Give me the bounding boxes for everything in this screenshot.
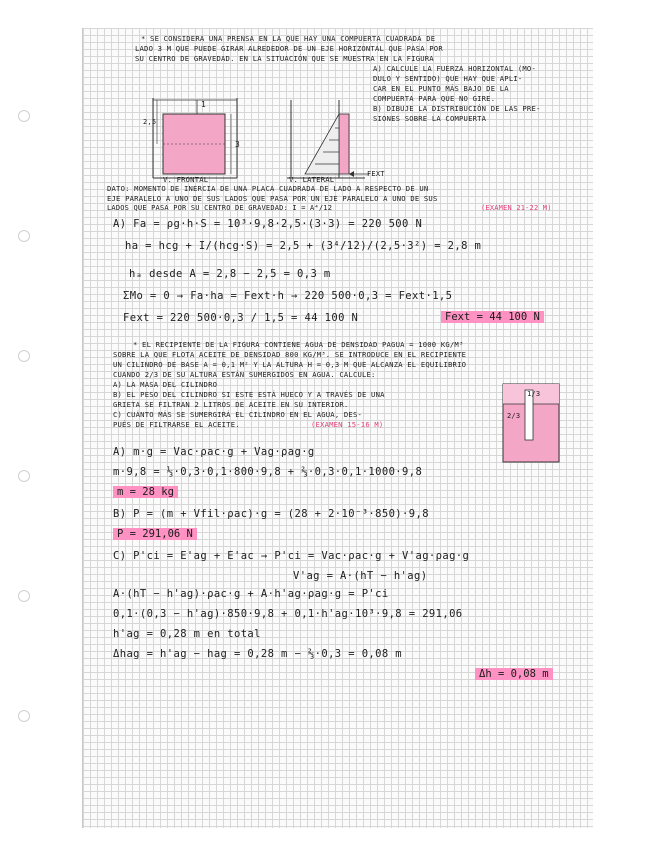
p1-step: hₐ desde A = 2,8 − 2,5 = 0,3 m <box>129 268 331 280</box>
p2-result-delta-h: Δh = 0,08 m <box>475 668 553 680</box>
p2-result-weight: P = 291,06 N <box>113 528 197 540</box>
p2-statement-line: CUANDO 2/3 DE SU ALTURA ESTÁN SUMERGIDOS EN AGUA. CALCULE: <box>113 370 376 379</box>
p2-exam-tag: (EXAMEN 15-16 M) <box>311 420 384 429</box>
p1-data-line: EJE PARALELO A UNO DE SUS LADOS QUE PASA POR UN EJE PARALELO A UNO DE SUS <box>107 194 438 203</box>
p2-step: A·(hT − h'ag)·ρac·g + A·h'ag·ρag·g = P'ci <box>113 588 389 600</box>
container-mid-label: 2/3 <box>507 412 521 420</box>
p2-step: C) P'ci = E'ag + E'ac → P'ci = Vac·ρac·g + V'ag·ρag·g <box>113 550 470 562</box>
p2-statement-line: B) EL PESO DEL CILINDRO SI ESTE ESTÁ HUECO Y A TRAVÉS DE UNA <box>113 390 385 399</box>
p1-data-line: LADOS QUE PASA POR SU CENTRO DE GRAVEDAD: I = A⁴/12 <box>107 204 333 212</box>
p2-statement-line: GRIETA SE FILTRAN 2 LITROS DE ACEITE EN SU INTERIOR. <box>113 400 349 409</box>
p2-step: B) P = (m + Vfil·ρac)·g = (28 + 2·10⁻³·850)·9,8 <box>113 508 429 520</box>
p1-result: Fext = 44 100 N <box>441 311 544 323</box>
p2-step: h'ag = 0,28 m en total <box>113 628 261 640</box>
p1-question-line: A) CALCULE LA FUERZA HORIZONTAL (MO- <box>373 64 536 73</box>
p1-statement-line: * SE CONSIDERA UNA PRENSA EN LA QUE HAY UNA COMPUERTA CUADRADA DE <box>141 34 436 43</box>
binder-holes <box>0 0 82 848</box>
p2-statement-line: A) LA MASA DEL CILINDRO <box>113 380 218 389</box>
p1-exam-tag: (EXAMEN 21-22 M) <box>481 204 552 212</box>
p1-step: Fext = 220 500·0,3 / 1,5 = 44 100 N <box>123 312 359 324</box>
p1-step: ha = hcg + I/(hcg·S) = 2,5 + (3⁴/12)/(2,5·3²) = 2,8 m <box>125 240 482 252</box>
binder-hole <box>18 470 30 482</box>
grid-paper-sheet <box>82 28 593 828</box>
p1-question-line: SIONES SOBRE LA COMPUERTA <box>373 114 487 123</box>
p1-step: ΣMo = 0 → Fa·ha = Fext·h → 220 500·0,3 = Fext·1,5 <box>123 290 453 302</box>
side-view-label: V. LATERAL <box>289 175 335 184</box>
p2-step: A) m·g = Vac·ρac·g + Vag·ρag·g <box>113 446 315 458</box>
front-dim-side: 2,5 <box>143 118 157 126</box>
front-dim-height: 3 <box>235 140 241 149</box>
front-dim-top: 1 <box>201 100 207 109</box>
p2-statement-line: SOBRE LA QUE FLOTA ACEITE DE DENSIDAD 800 KG/M³. SE INTRODUCE EN EL RECIPIENTE <box>113 350 467 359</box>
p2-result-mass: m = 28 kg <box>113 486 178 498</box>
p2-step: V'ag = A·(hT − h'ag) <box>293 570 428 582</box>
container-top-label: 1/3 <box>527 390 541 398</box>
side-force-label: FEXT <box>367 170 385 178</box>
front-view-label: V. FRONTAL <box>163 175 209 184</box>
p1-question-line: CAR EN EL PUNTO MÁS BAJO DE LA <box>373 84 509 93</box>
binder-hole <box>18 350 30 362</box>
p2-step: Δhag = h'ag − hag = 0,28 m − ⅔·0,3 = 0,08 m <box>113 648 403 660</box>
p2-statement-line: PUÉS DE FILTRARSE EL ACEITE. <box>113 420 240 429</box>
p2-statement-line: * EL RECIPIENTE DE LA FIGURA CONTIENE AGUA DE DENSIDAD ΡAGUA = 1000 KG/M³ <box>133 340 464 349</box>
binder-hole <box>18 710 30 722</box>
p2-statement-line: C) CUÁNTO MÁS SE SUMERGIRÁ EL CILINDRO EN EL AGUA, DES- <box>113 410 362 419</box>
binder-hole <box>18 590 30 602</box>
p1-statement-line: LADO 3 M QUE PUEDE GIRAR ALREDEDOR DE UN EJE HORIZONTAL QUE PASA POR <box>135 44 443 53</box>
p2-statement-line: UN CILINDRO DE BASE A = 0,1 M² Y LA ALTURA H = 0,3 M QUE ALCANZA EL EQUILIBRIO <box>113 360 467 369</box>
binder-hole <box>18 230 30 242</box>
binder-hole <box>18 110 30 122</box>
p1-question-line: B) DIBUJE LA DISTRIBUCIÓN DE LAS PRE- <box>373 104 541 113</box>
p1-step: A) Fa = ρg·h·S = 10³·9,8·2,5·(3·3) = 220 500 N <box>113 218 423 230</box>
p1-data-line: DATO: MOMENTO DE INERCIA DE UNA PLACA CUADRADA DE LADO A RESPECTO DE UN <box>107 184 429 193</box>
p1-question-line: DULO Y SENTIDO) QUE HAY QUE APLI- <box>373 74 523 83</box>
p2-step: 0,1·(0,3 − h'ag)·850·9,8 + 0,1·h'ag·10³·9,8 = 291,06 <box>113 608 463 620</box>
p2-step: m·9,8 = ⅓·0,3·0,1·800·9,8 + ⅔·0,3·0,1·1000·9,8 <box>113 466 423 478</box>
p1-statement-line: SU CENTRO DE GRAVEDAD. EN LA SITUACIÓN QUE SE MUESTRA EN LA FIGURA <box>135 54 434 63</box>
p1-question-line: COMPUERTA PARA QUE NO GIRE. <box>373 94 496 103</box>
